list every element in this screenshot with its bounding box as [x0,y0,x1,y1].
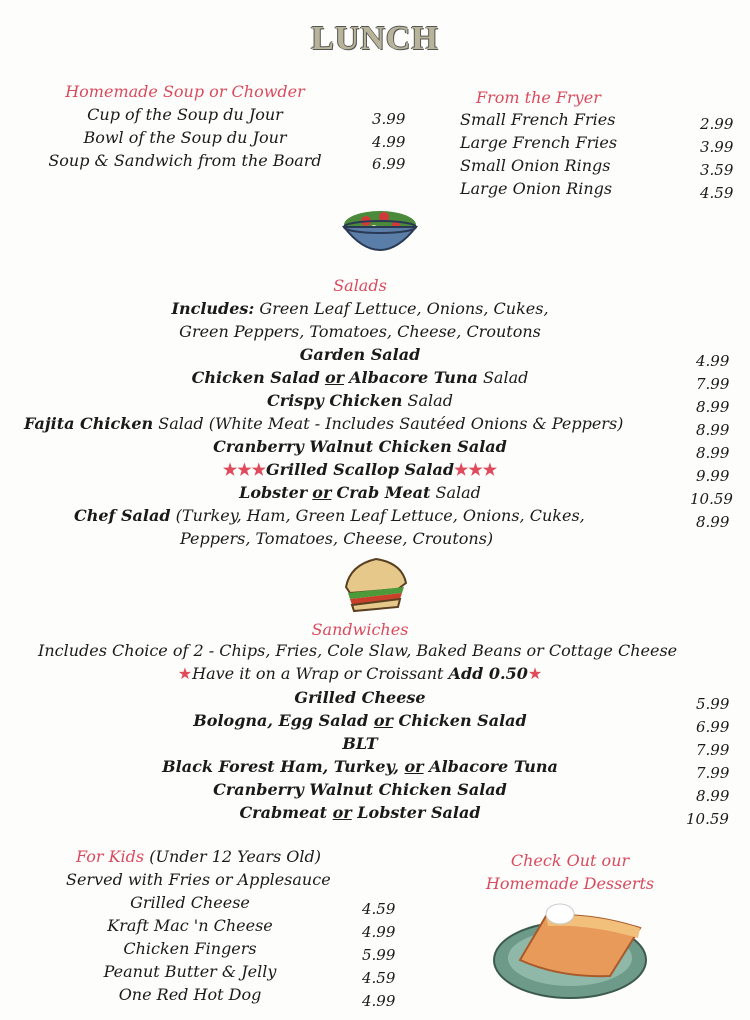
salad-price: 10.59 [690,490,733,508]
sandwich-item-or: or [404,757,424,776]
fryer-heading: From the Fryer [476,88,601,107]
salad-item [40,368,680,387]
sandwich-price: 8.99 [696,787,730,805]
kids-price: 5.99 [362,946,396,964]
wrap-text: Have it on a Wrap or Croissant [192,664,444,683]
salad-item-or: or [324,368,345,387]
sandwich-item-part: Lobster Salad [357,803,481,822]
fryer-item: Small French Fries [460,110,616,129]
salad-item-cont: Peppers, Tomatoes, Cheese, Croutons) [180,529,494,548]
sandwich-item: Cranberry Walnut Chicken Salad [213,780,507,799]
salad-item [40,483,680,502]
salads-includes [40,299,680,318]
sandwich-price: 5.99 [696,695,730,713]
pie-icon [490,898,650,1002]
fryer-item: Small Onion Rings [460,156,611,175]
fryer-price: 2.99 [700,115,734,133]
page-title: LUNCH [311,20,439,57]
soup-heading: Homemade Soup or Chowder [65,82,305,101]
salad-price: 9.99 [696,467,730,485]
sandwich-price: 7.99 [696,764,730,782]
salad-item-or: or [312,483,332,502]
soup-price: 4.99 [372,133,406,151]
salad-item-part: Chef Salad [74,506,171,525]
salad-price: 8.99 [696,398,730,416]
sandwich-item-or: or [373,711,393,730]
salad-price: 8.99 [696,444,730,462]
salad-item-part: Salad (White Meat - Includes Sautéed Onions & Peppers) [158,414,624,433]
fryer-price: 3.99 [700,138,734,156]
wrap-add: Add 0.50 [448,664,528,683]
salad-item-part: Lobster [239,483,308,502]
sandwiches-includes: Includes Choice of 2 - Chips, Fries, Cole Slaw, Baked Beans or Cottage Cheese [38,641,678,660]
salad-item [40,460,680,479]
sandwich-item-part: Black Forest Ham, Turkey, [162,757,399,776]
star-icon: ★ [177,664,193,683]
sandwich-price: 10.59 [686,810,729,828]
sandwich-item-part: Bologna, Egg Salad [193,711,369,730]
kids-heading-line [76,847,321,866]
kids-item: Chicken Fingers [123,939,257,958]
fryer-price: 3.59 [700,161,734,179]
kids-item: Peanut Butter & Jelly [103,962,277,981]
star-icon: ★ [527,664,543,683]
salad-item-part: Crab Meat [336,483,431,502]
salad-item [40,391,680,410]
sandwich-item [40,757,680,776]
salad-item-part: (Turkey, Ham, Green Leaf Lettuce, Onions, Cukes, [175,506,585,525]
sandwich-item [40,803,680,822]
salad-item-part: Chicken Salad [191,368,320,387]
sandwich-icon [340,553,412,615]
salad-item-part: Salad [435,483,481,502]
fryer-price: 4.59 [700,184,734,202]
includes-label: Includes: [171,299,255,318]
star-icon: ★★★ [454,460,498,479]
kids-price: 4.99 [362,923,396,941]
soup-item: Bowl of the Soup du Jour [83,128,287,147]
desserts-line1: Check Out our [510,851,630,870]
kids-age: (Under 12 Years Old) [149,847,321,866]
sandwich-item-or: or [332,803,352,822]
salad-item-part: Fajita Chicken [24,414,154,433]
desserts-line2: Homemade Desserts [485,874,655,893]
sandwich-item [40,711,680,730]
kids-item: Kraft Mac 'n Cheese [107,916,273,935]
salad-item-part: Salad [407,391,453,410]
salad-price: 4.99 [696,352,730,370]
salad-bowl-icon [338,203,422,263]
salad-item: Cranberry Walnut Chicken Salad [213,437,507,456]
salad-item [74,506,585,525]
sandwich-item-part: Crabmeat [239,803,328,822]
includes-text: Green Leaf Lettuce, Onions, Cukes, [259,299,549,318]
sandwich-price: 6.99 [696,718,730,736]
kids-item: One Red Hot Dog [118,985,262,1004]
salad-price: 8.99 [696,513,730,531]
soup-price: 3.99 [372,110,406,128]
salad-item: Garden Salad [299,345,421,364]
kids-price: 4.99 [362,992,396,1010]
sandwiches-wrap [40,664,680,683]
sandwiches-heading: Sandwiches [311,620,409,639]
kids-price: 4.59 [362,969,396,987]
sandwich-item-part: Albacore Tuna [429,757,558,776]
salads-heading: Salads [333,276,387,295]
soup-item: Cup of the Soup du Jour [87,105,283,124]
star-icon: ★★★ [222,460,266,479]
kids-served: Served with Fries or Applesauce [66,870,331,889]
salad-item-part: Salad [482,368,529,387]
salad-item-part: Crispy Chicken [267,391,403,410]
sandwich-item: BLT [342,734,378,753]
fryer-item: Large Onion Rings [460,179,613,198]
salad-item-part: Grilled Scallop Salad [265,460,455,479]
kids-heading: For Kids [76,847,145,866]
kids-item: Grilled Cheese [130,893,250,912]
fryer-item: Large French Fries [460,133,618,152]
sandwich-item: Grilled Cheese [294,688,426,707]
soup-item: Soup & Sandwich from the Board [48,151,322,170]
sandwich-item-part: Chicken Salad [398,711,527,730]
soup-price: 6.99 [372,155,406,173]
salad-item-part: Albacore Tuna [349,368,478,387]
salad-price: 7.99 [696,375,730,393]
kids-price: 4.59 [362,900,396,918]
salads-includes-2: Green Peppers, Tomatoes, Cheese, Croutons [179,322,541,341]
sandwich-price: 7.99 [696,741,730,759]
salad-item [24,414,623,433]
salad-price: 8.99 [696,421,730,439]
